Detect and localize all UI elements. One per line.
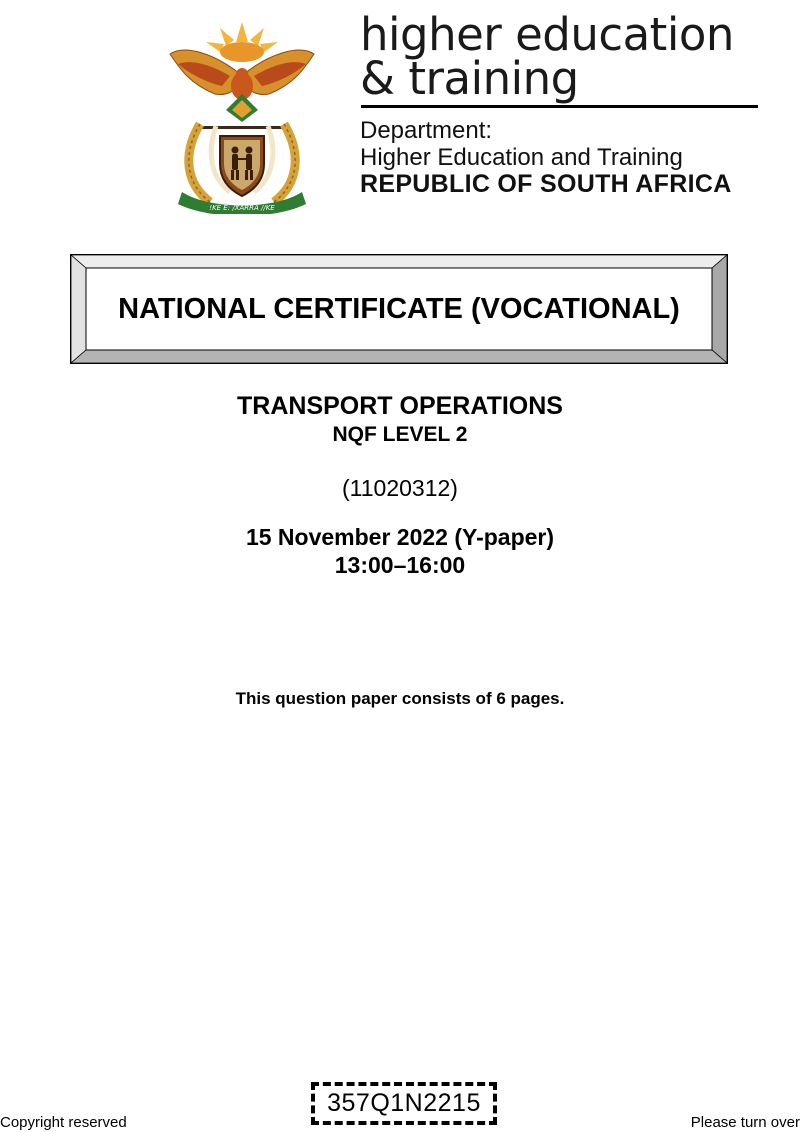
exam-time: 13:00–16:00 [334,552,466,578]
department-name: Higher Education and Training [360,144,683,171]
brand-line-2: & training [360,52,579,105]
department-label: Department: [360,117,493,144]
wheat-left-icon [189,124,210,202]
subject-title: TRANSPORT OPERATIONS [237,392,563,420]
department-country: REPUBLIC OF SOUTH AFRICA [360,170,732,198]
motto-text: !KE E: /XARRA //KE [209,204,275,212]
nqf-level: NQF LEVEL 2 [332,423,468,446]
brand-line-1: higher education [360,8,734,61]
certificate-title: NATIONAL CERTIFICATE (VOCATIONAL) [118,293,680,325]
brand-divider [361,105,758,108]
coat-of-arms-logo [160,14,325,214]
turn-over-text: Please turn over [690,1114,800,1131]
wheat-right-icon [274,124,295,202]
subject-code: (11020312) [342,475,458,501]
exam-date: 15 November 2022 (Y-paper) [245,524,555,550]
paper-code-box: 357Q1N2215 [311,1082,497,1125]
copyright-text: Copyright reserved [0,1114,127,1131]
page-count-note: This question paper consists of 6 pages. [235,689,565,708]
